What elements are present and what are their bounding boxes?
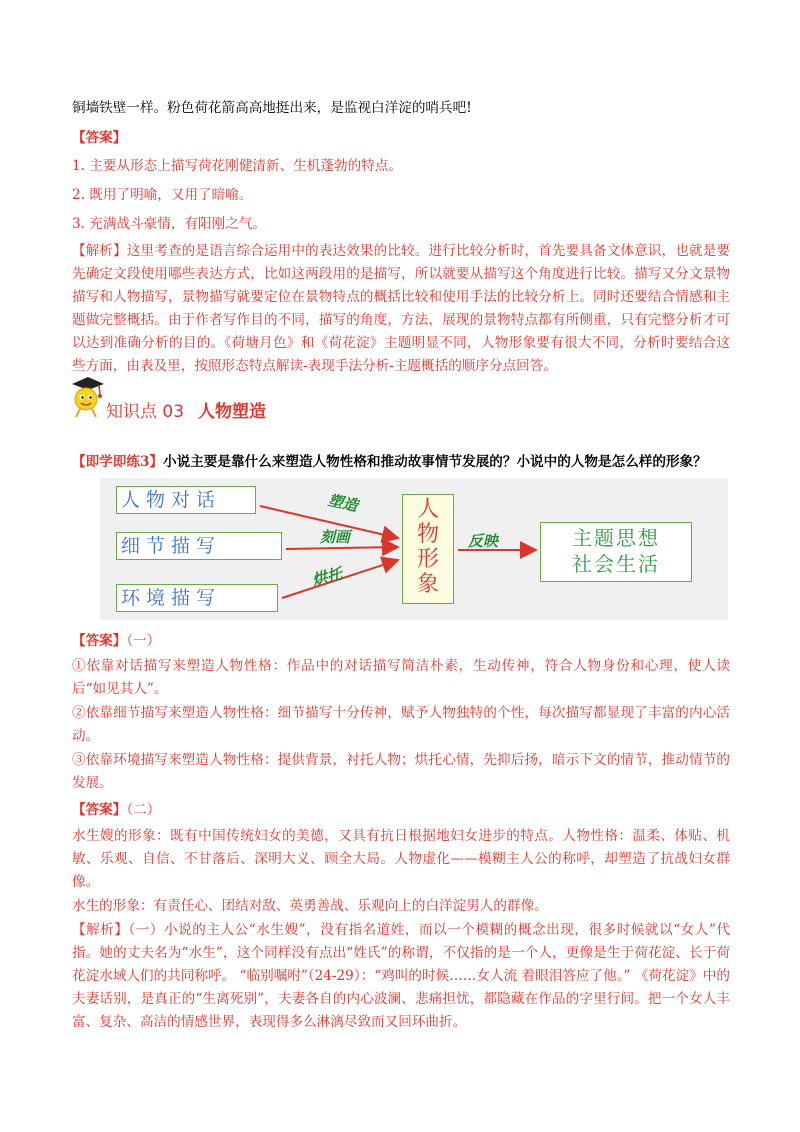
box-character-image [402, 494, 454, 604]
exercise-label: 【即学即练3】 [72, 454, 164, 470]
answer3-item-1: 水生嫂的形象：既有中国传统妇女的美德，又具有抗日根据地妇女进步的特点。人物性格：温柔、体贴、机敏、乐观、自信、不甘落后、深明大义、顾全大局。人物虚化——模糊主人公的称呼，却塑造了抗战妇女群像。 [72, 828, 730, 890]
answer-item-1: 1. 主要从形态上描写荷花刚健清新、生机蓬勃的特点。 [72, 158, 402, 174]
answer-label-2 [72, 632, 160, 650]
answer-label-3 [72, 801, 160, 819]
answer2-item-2: ②依靠细节描写来塑造人物性格：细节描写十分传神，赋予人物独特的个性，每次描写都显现了丰富的内心活动。 [72, 705, 730, 744]
center-char-1: 人 [416, 497, 439, 522]
center-char-4: 象 [416, 572, 439, 597]
answer-label-1: 【答案】 [72, 130, 127, 146]
label-shaping: 塑造 [326, 491, 360, 515]
analysis-paragraph-1: 【解析】这里考查的是语言综合运用中的表达效果的比较。进行比较分析时，首先要具备文体意识，也就是要先确定文段使用哪些表达方式，比如这两段用的是描写，所以就要从描写这个角度进行比较。描写又分文景物描写和人物描写，景物描写就要定位在景物特点的概括比较和使用手法的比较分析上。同时还要结合情感和主题做完整概括。由于作者写作目的不同，描写的角度，方法，展现的景物特点都有所侧重，只有完整分析才可以达到准确分析的目的。《荷塘月色》和《荷花淀》主题明显不同，人物形象要有很大不同，分析时要结合这些方面，由表及里，按照形态特点解读-表现手法分析-主题概括的顺序分点回答。 [72, 243, 730, 374]
theme-line-1: 主题思想 [572, 526, 660, 550]
knowledge-point-title: 人物塑造 [198, 402, 267, 422]
answer2-item-1: ①依靠对话描写来塑造人物性格：作品中的对话描写简洁朴素，生动传神，符合人物身份和心理，使人读后“如见其人”。 [72, 658, 730, 697]
character-diagram [100, 478, 728, 620]
label-reflect: 反映 [468, 532, 499, 550]
answer2-item-3: ③依靠环境描写来塑造人物性格：提供背景，衬托人物；烘托心情，先抑后扬，暗示下文的情节，推动情节的发展。 [72, 752, 730, 791]
answer-label-3-text: 【答案】 [72, 802, 127, 818]
box-detail: 细节描写 [116, 532, 282, 560]
intro-line: 铜墙铁壁一样。粉色荷花箭高高地挺出来，是监视白洋淀的哨兵吧! [72, 100, 472, 116]
box-environment: 环境描写 [116, 584, 278, 612]
box-theme [540, 522, 692, 582]
answer3-item-2: 水生的形象：有责任心、团结对敌、英勇善战、乐观向上的白洋淀男人的群像。 [72, 898, 548, 914]
answer-item-3: 3. 充满战斗豪情，有阳刚之气。 [72, 216, 267, 232]
center-char-2: 物 [416, 522, 439, 547]
answer-label-2-text: 【答案】 [72, 633, 127, 649]
exercise-text: 小说主要是靠什么来塑造人物性格和推动故事情节发展的？小说中的人物是怎么样的形象？ [163, 454, 707, 470]
exercise-question [72, 453, 707, 471]
answer-item-2: 2. 既用了明喻，又用了暗喻。 [72, 187, 253, 203]
arrow-depicting [286, 547, 398, 549]
analysis-paragraph-2: 【解析】（一）小说的主人公“水生嫂”，没有指名道姓，而以一个模糊的概念出现，很多时候就以“女人”代指。她的丈夫名为“水生”，这个同样没有点出“姓氏”的称谓，不仅指的是一个人，更像是生于荷花淀、长于荷花淀水域人们的共同称呼。 “临别嘱咐”（24-29）：“鸡叫的时候……女人流 着眼泪答应了他。” 《荷花淀》中的夫妻话别，是真正的“生离死别”，夫妻各自的内心波澜、悲痛担忧，都隐藏在作品的字里行间。把一个女人丰富、复杂、高洁的情感世界，表现得多么淋漓尽致而又回环曲折。 [72, 922, 730, 1030]
box-dialogue: 人物对话 [116, 486, 256, 514]
label-setting-off: 烘托 [310, 564, 344, 590]
answer-label-2-suffix: （一） [126, 633, 161, 649]
theme-line-2: 社会生活 [572, 552, 660, 576]
knowledge-point-number: 知识点 03 [106, 402, 185, 422]
knowledge-point-heading [106, 397, 266, 422]
label-depicting: 刻画 [320, 528, 351, 546]
scholar-mascot-icon [66, 375, 106, 419]
center-char-3: 形 [416, 547, 439, 572]
answer-label-3-suffix: （二） [126, 802, 161, 818]
